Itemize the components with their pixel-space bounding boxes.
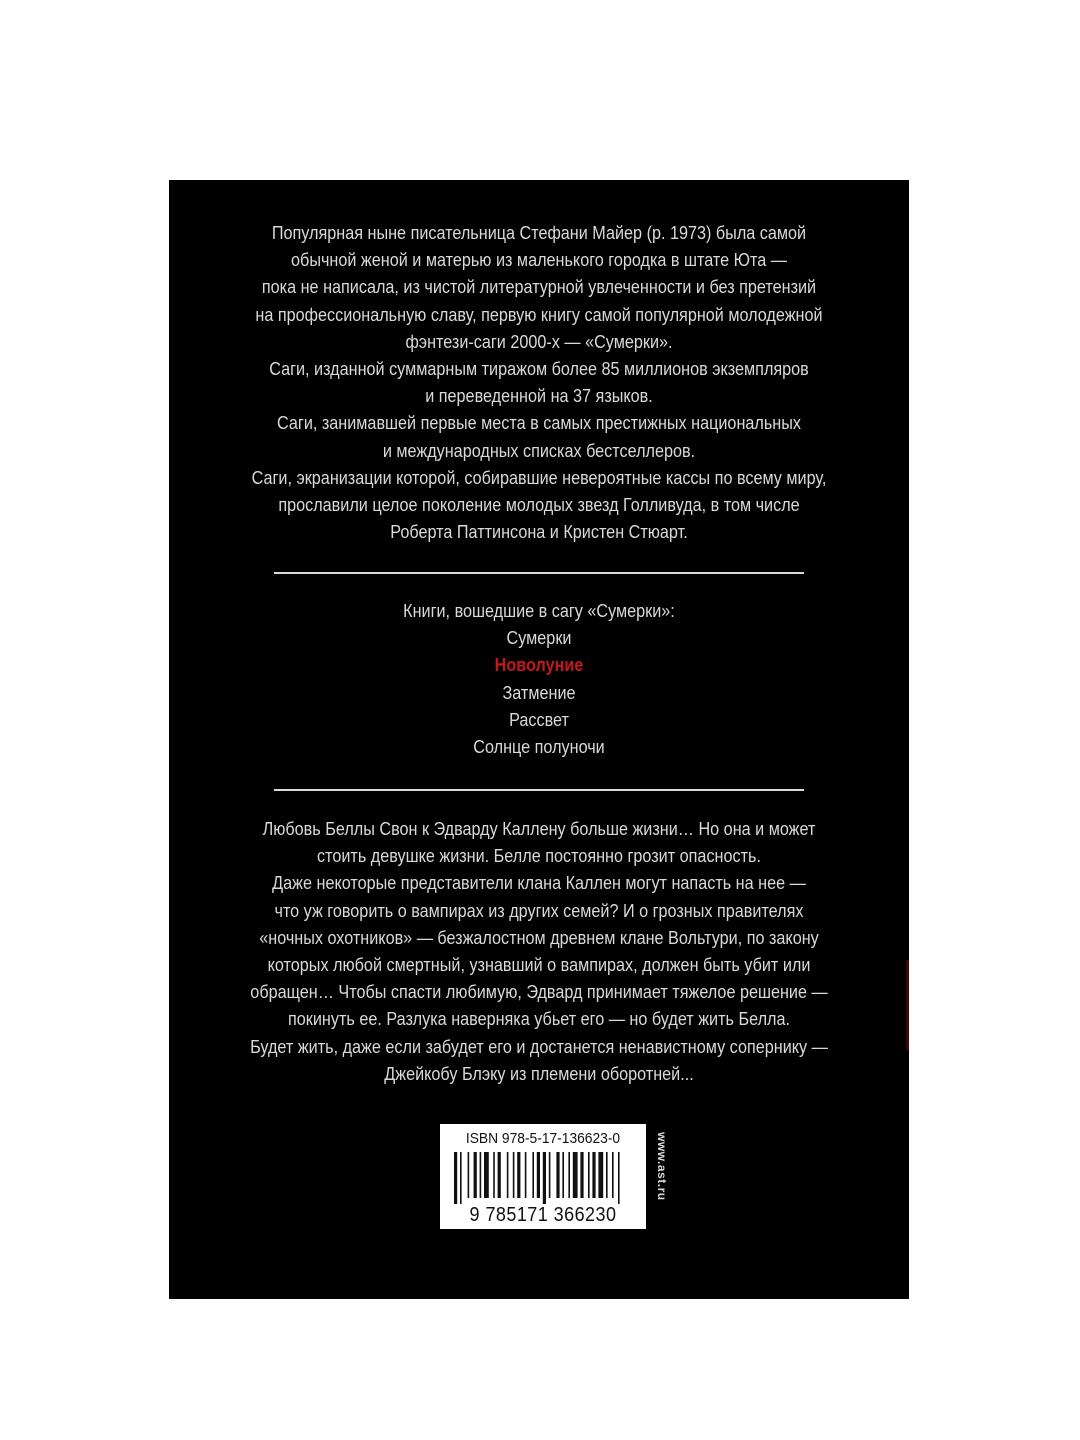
barcode-bar	[507, 1152, 509, 1198]
barcode-bar	[513, 1152, 515, 1198]
barcode-bar	[580, 1152, 583, 1198]
barcode-bar	[474, 1152, 477, 1198]
intro-line: Роберта Паттинсона и Кристен Стюарт.	[390, 522, 688, 543]
book-title-current: Новолуние	[494, 655, 584, 676]
barcode-bar	[493, 1152, 495, 1198]
barcode-bar	[606, 1152, 608, 1198]
synopsis	[206, 816, 872, 1088]
synopsis-line: «ночных охотников» — безжалостном древнем клане Вольтури, по закону	[259, 927, 819, 948]
book-title: Затмение	[502, 682, 576, 703]
barcode-bar	[612, 1152, 614, 1198]
barcode-bar	[543, 1152, 546, 1204]
barcode-bar	[532, 1152, 534, 1198]
synopsis-line: что уж говорить о вампирах из других семей? И о грозных правителях	[274, 900, 804, 921]
barcode-bar	[468, 1152, 470, 1198]
barcode-bars	[454, 1152, 632, 1204]
barcode-bar	[480, 1152, 482, 1198]
synopsis-line: Любовь Беллы Свон к Эдварду Каллену больше жизни… Но она и может	[262, 819, 816, 839]
author-intro	[206, 220, 872, 546]
intro-line: на профессиональную славу, первую книгу самой популярной молодежной	[255, 304, 823, 325]
barcode-bar	[556, 1152, 559, 1198]
book-title: Сумерки	[506, 628, 572, 649]
intro-line: обычной женой и матерью из маленького городка в штате Юта —	[291, 250, 787, 271]
book-title: Солнце полуночи	[473, 737, 605, 758]
book-back-cover	[169, 180, 909, 1299]
cover-edge-mark	[906, 960, 909, 1050]
intro-line: Саги, экранизации которой, собиравшие невероятные кассы по всему миру,	[251, 467, 827, 488]
barcode-bar	[549, 1152, 551, 1198]
intro-line: фэнтези-саги 2000-х — «Сумерки».	[405, 331, 673, 352]
barcode-bar	[537, 1152, 540, 1198]
barcode-bar	[568, 1152, 570, 1198]
barcode-bar	[454, 1152, 457, 1204]
synopsis-line: Джейкобу Блэку из племени оборотней...	[384, 1063, 694, 1084]
barcode-bar	[592, 1152, 595, 1198]
intro-line: и международных списках бестселлеров.	[382, 440, 696, 461]
barcode-bar	[598, 1152, 603, 1198]
barcode-bar	[562, 1152, 564, 1198]
intro-line: пока не написала, из чистой литературной увлеченности и без претензий	[261, 277, 817, 298]
isbn-barcode	[440, 1124, 646, 1229]
barcode-bar	[588, 1152, 590, 1198]
synopsis-line: обращен… Чтобы спасти любимую, Эдвард принимает тяжелое решение —	[250, 982, 828, 1003]
publisher-website: www.ast.ru	[655, 1132, 669, 1201]
book-list-heading: Книги, вошедшие в сагу «Сумерки»:	[403, 601, 675, 621]
isbn-number: ISBN 978-5-17-136623-0	[465, 1130, 621, 1147]
barcode-bar	[525, 1152, 527, 1198]
barcode-bar	[460, 1152, 462, 1204]
intro-line: прославили целое поколение молодых звезд Голливуда, в том числе	[278, 495, 800, 516]
book-title: Рассвет	[509, 709, 569, 730]
barcode-bar	[573, 1152, 578, 1198]
synopsis-line: Даже некоторые представители клана Каллен могут напасть на нее —	[272, 873, 806, 894]
synopsis-line: которых любой смертный, узнавший о вампирах, должен быть убит или	[267, 955, 811, 976]
barcode-bar	[484, 1152, 489, 1198]
saga-book-list	[206, 598, 872, 761]
barcode-bar	[618, 1152, 620, 1204]
intro-line: и переведенной на 37 языков.	[425, 386, 653, 407]
barcode-bar	[517, 1152, 520, 1198]
intro-line: Популярная ныне писательница Стефани Майер (р. 1973) была самой	[271, 223, 807, 243]
intro-line: Саги, изданной суммарным тиражом более 85 миллионов экземпляров	[269, 359, 809, 380]
barcode-bar	[498, 1152, 501, 1198]
intro-line: Саги, занимавшей первые места в самых престижных национальных	[277, 413, 801, 434]
barcode-digits: 9 785171 366230	[469, 1204, 617, 1226]
synopsis-line: покинуть ее. Разлука наверняка убьет его — но будет жить Белла.	[287, 1009, 790, 1030]
divider	[274, 572, 804, 574]
divider	[274, 789, 804, 791]
synopsis-line: стоить девушке жизни. Белле постоянно грозит опасность.	[317, 846, 761, 867]
synopsis-line: Будет жить, даже если забудет его и достанется ненавистному сопернику —	[250, 1036, 828, 1057]
